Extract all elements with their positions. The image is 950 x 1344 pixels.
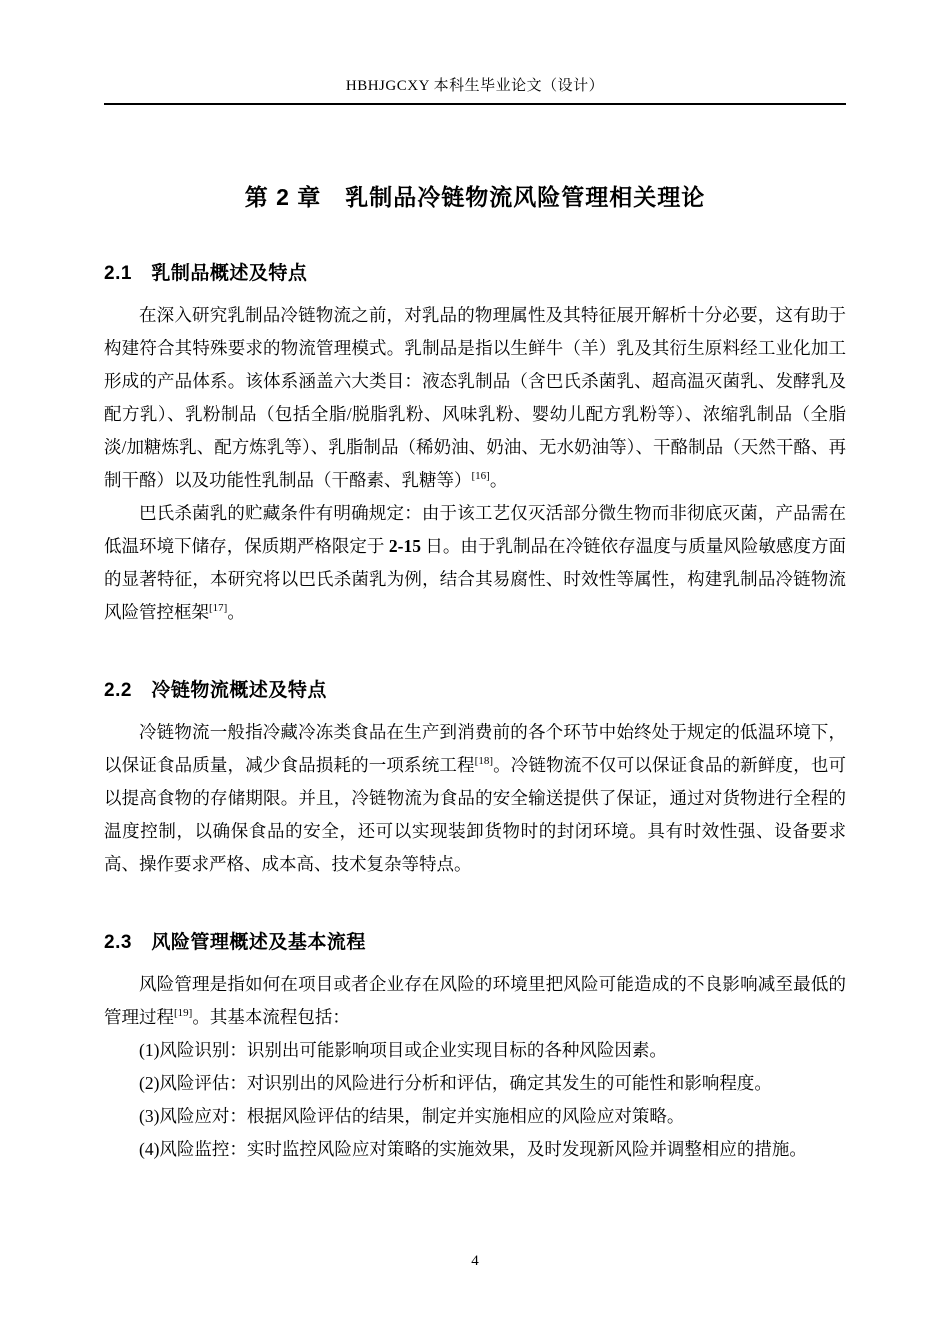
paragraph-text: 风险管理是指如何在项目或者企业存在风险的环境里把风险可能造成的不良影响减至最低的管理过程: [104, 974, 846, 1027]
shelf-life-range: 2-15: [388, 536, 421, 556]
heading-2-1: 2.1 乳制品概述及特点: [104, 263, 308, 284]
paragraph-text: 。: [489, 470, 508, 490]
citation-16: [16]: [471, 470, 490, 483]
paragraph-text: 巴氏杀菌乳的贮藏条件有明确规定：由于该工艺仅灭活部分微生物而非彻底灭菌，产品需在低温环境下储存，保质期严格限定于: [104, 503, 846, 556]
citation-17: [17]: [209, 602, 228, 615]
paragraph-text: 冷链物流一般指冷藏冷冻类食品在生产到消费前的各个环节中始终处于规定的低温环境下，以保证食品质量，减少食品损耗的一项系统工程: [104, 722, 846, 775]
header-title: HBHJGCXY 本科生毕业论文（设计）: [345, 78, 605, 94]
list-item: (4)风险监控：实时监控风险应对策略的实施效果，及时发现新风险并调整相应的措施。: [139, 1139, 807, 1159]
list-item: (3)风险应对：根据风险评估的结果，制定并实施相应的风险应对策略。: [139, 1106, 685, 1126]
citation-19: [19]: [174, 1007, 193, 1020]
page-number: 4: [471, 1253, 479, 1269]
citation-18: [18]: [474, 755, 493, 768]
paragraph-text: 。: [227, 602, 245, 622]
paragraph: [104, 497, 846, 629]
page-header: [104, 0, 846, 105]
paragraph: [104, 716, 846, 881]
section-2-1: [104, 258, 846, 629]
chapter-title: 第 2 章 乳制品冷链物流风险管理相关理论: [244, 184, 706, 210]
section-2-2: [104, 675, 846, 881]
paragraph-text: 在深入研究乳制品冷链物流之前，对乳品的物理属性及其特征展开解析十分必要，这有助于构建符合其特殊要求的物流管理模式。乳制品是指以生鲜牛（羊）乳及其衍生原料经工业化加工形成的产品体系。该体系涵盖六大类目：液态乳制品（含巴氏杀菌乳、超高温灭菌乳、发酵乳及配方乳）、乳粉制品（包括全脂/脱脂乳粉、风味乳粉、婴幼儿配方乳粉等）、浓缩乳制品（全脂淡/加糖炼乳、配方炼乳等）、乳脂制品（稀奶油、奶油、无水奶油等）、干酪制品（天然干酪、再制干酪）以及功能性乳制品（干酪素、乳糖等）: [104, 305, 846, 490]
paragraph: [104, 299, 846, 497]
paragraph-text: 。其基本流程包括：: [192, 1007, 350, 1027]
page-footer: [0, 1252, 950, 1270]
document-body: [104, 179, 846, 1166]
paragraph-text: 。冷链物流不仅可以保证食品的新鲜度，也可以提高食物的存储期限。并且，冷链物流为食品的安全输送提供了保证，通过对货物进行全程的温度控制，以确保食品的安全，还可以实现装卸货物时的封闭环境。具有时效性强、设备要求高、操作要求严格、成本高、技术复杂等特点。: [104, 755, 847, 874]
paragraph: [104, 968, 846, 1034]
list-item: (2)风险评估：对识别出的风险进行分析和评估，确定其发生的可能性和影响程度。: [139, 1073, 772, 1093]
section-2-3: [104, 927, 846, 1166]
heading-2-2: 2.2 冷链物流概述及特点: [104, 680, 327, 701]
heading-2-3: 2.3 风险管理概述及基本流程: [104, 932, 366, 953]
list-item: (1)风险识别：识别出可能影响项目或企业实现目标的各种风险因素。: [139, 1040, 667, 1060]
paragraph-text: 日。由于乳制品在冷链依存温度与质量风险敏感度方面的显著特征，本研究将以巴氏杀菌乳为例，结合其易腐性、时效性等属性，构建乳制品冷链物流风险管控框架: [104, 536, 847, 622]
